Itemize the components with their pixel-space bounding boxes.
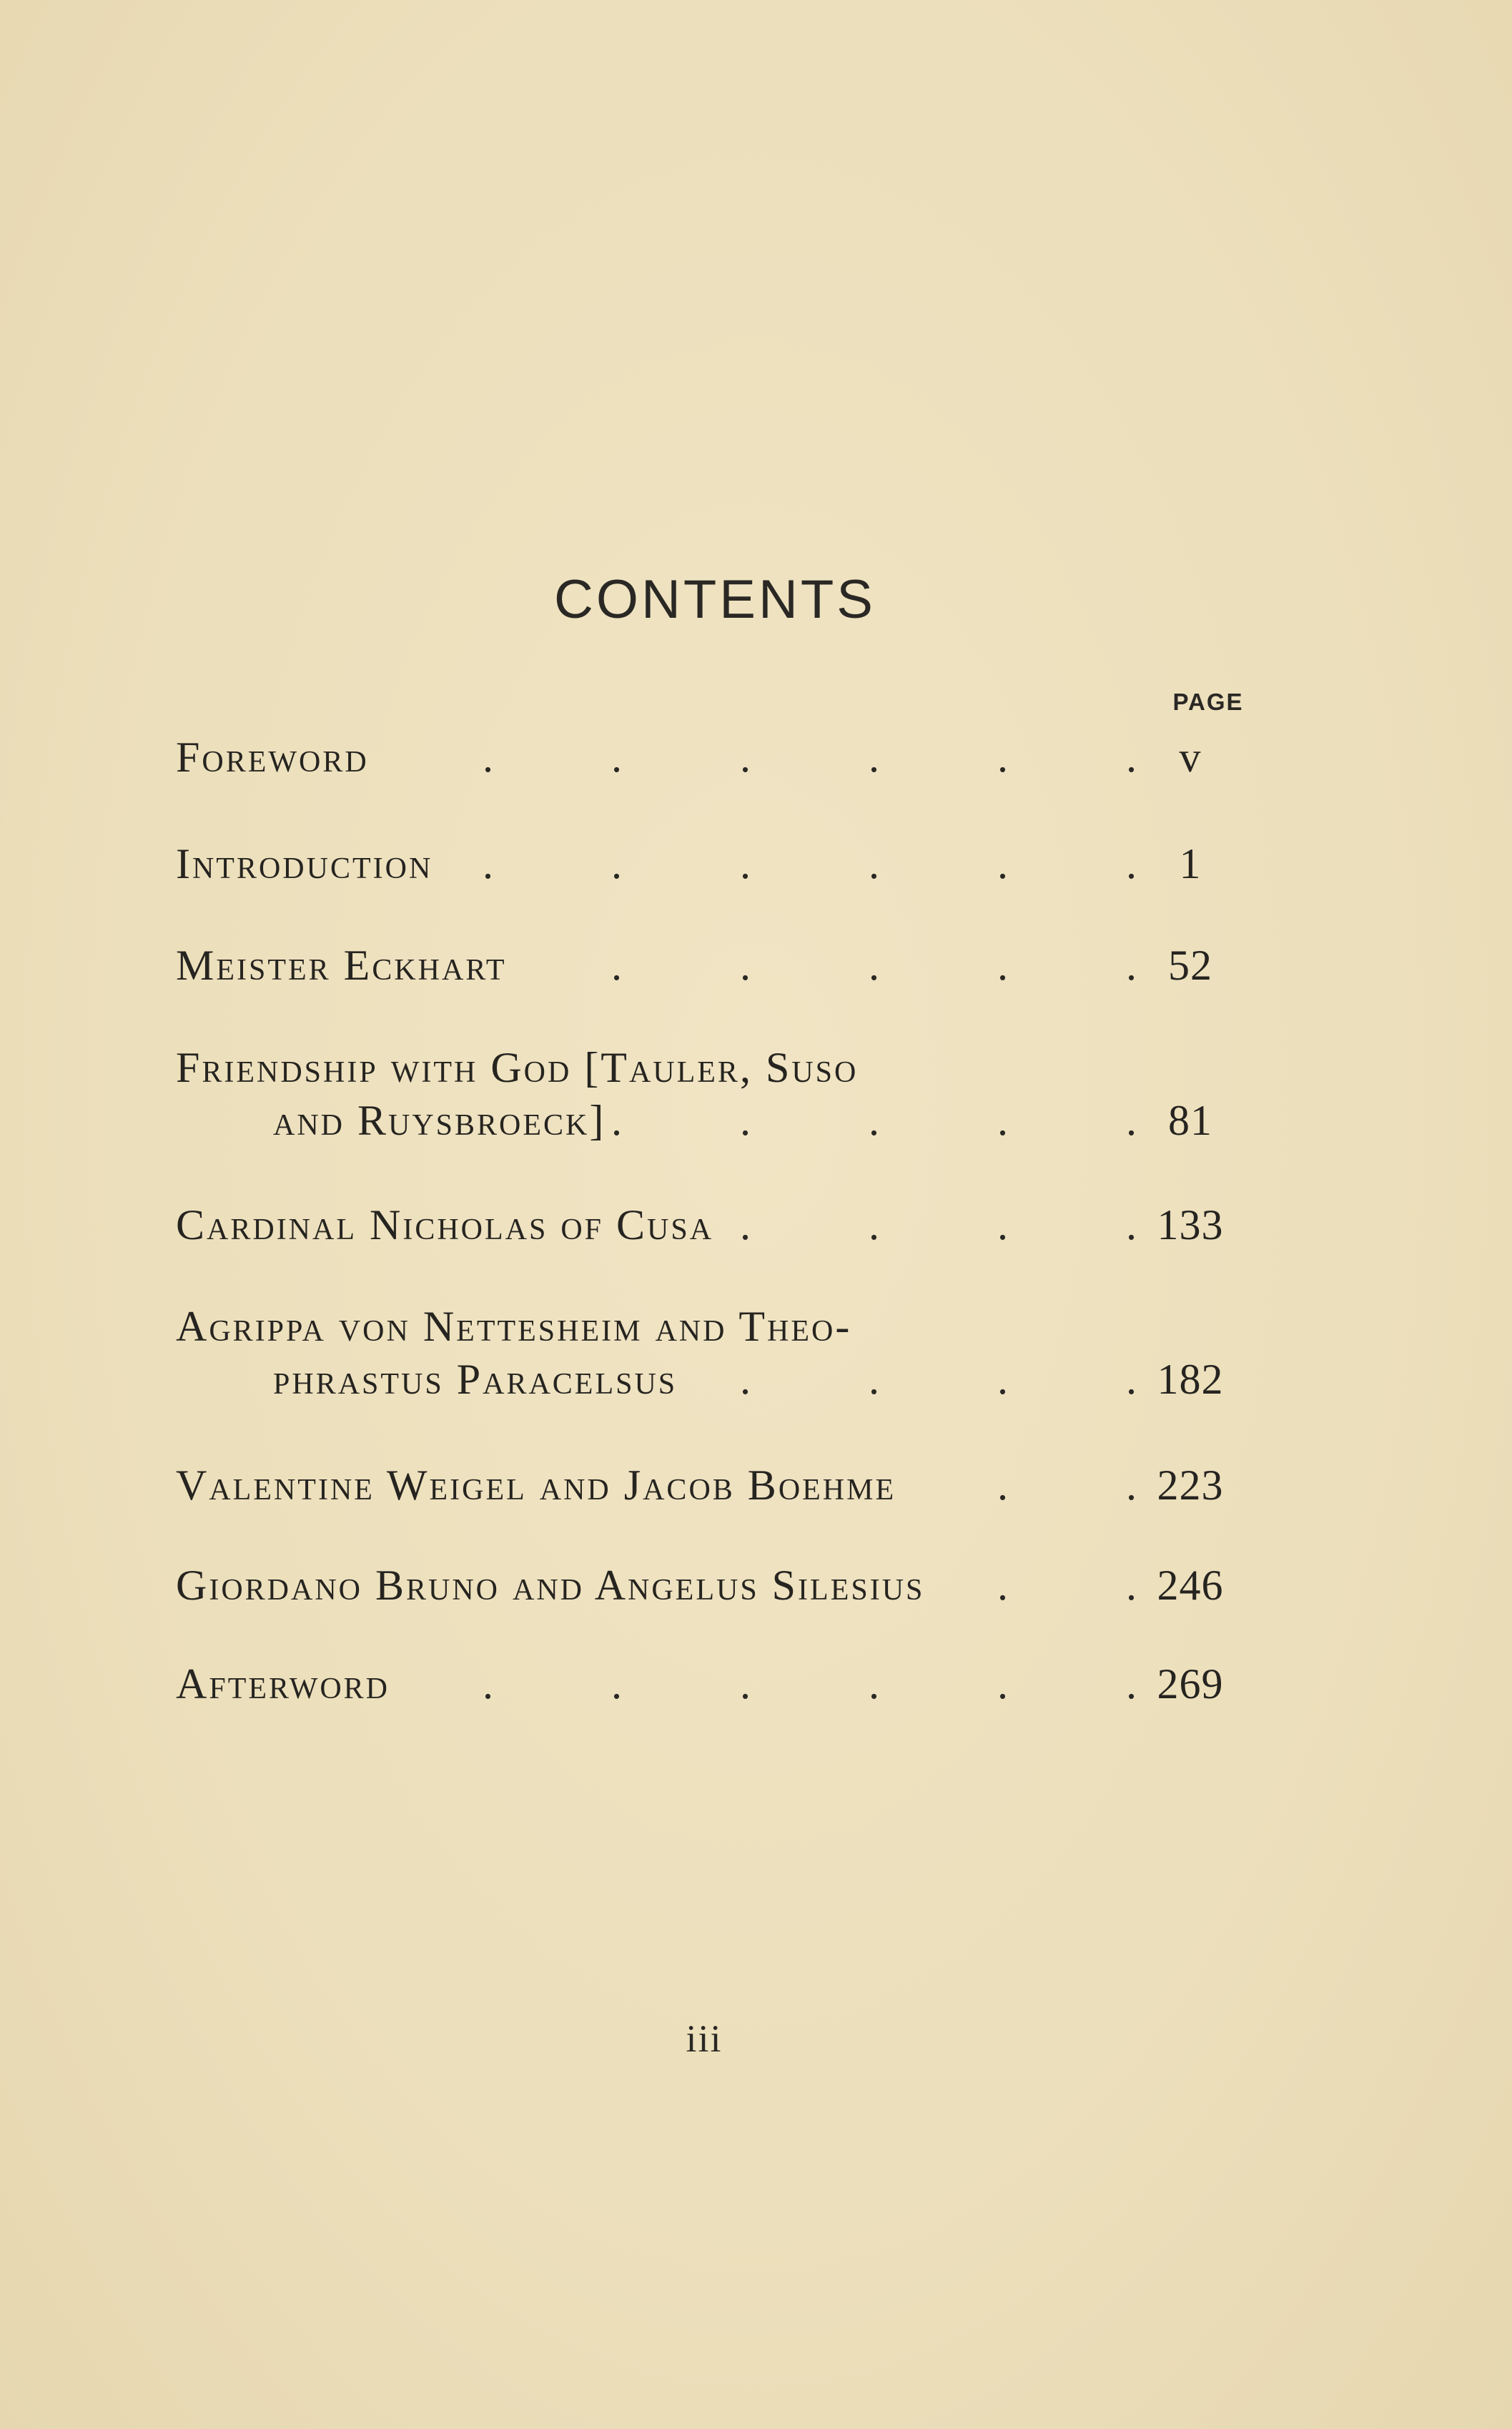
toc-entry-title: Agrippa von Nettesheim and Theo- xyxy=(176,1303,852,1350)
toc-entry-nicholas-of-cusa[interactable] xyxy=(176,1198,1244,1251)
toc-entry-page: 246 xyxy=(1157,1562,1224,1609)
toc-entry-page: 269 xyxy=(1157,1660,1224,1708)
toc-entry-title-continued: and Ruysbroeck] xyxy=(273,1097,606,1144)
toc-entry-page: 52 xyxy=(1168,942,1212,989)
toc-entry-weigel-boehme[interactable] xyxy=(176,1459,1244,1512)
toc-entry-title-continued: phrastus Paracelsus xyxy=(273,1356,678,1403)
toc-entry-afterword[interactable] xyxy=(176,1657,1244,1710)
leader-dots xyxy=(433,837,1137,890)
leader-dots xyxy=(924,1559,1137,1612)
toc-entry-page: 1 xyxy=(1179,840,1202,887)
leader-dots xyxy=(506,939,1137,992)
toc-entry-title: Meister Eckhart xyxy=(176,942,507,989)
toc-entry-introduction[interactable] xyxy=(176,837,1244,890)
page-folio: iii xyxy=(686,2017,723,2060)
toc-entry-title: Foreword xyxy=(176,734,369,781)
toc-entry-title: Valentine Weigel and Jacob Boehme xyxy=(176,1462,896,1509)
page-column-header: PAGE xyxy=(1172,689,1244,715)
toc-entry-page: 81 xyxy=(1168,1097,1212,1144)
toc-entry-foreword[interactable] xyxy=(176,731,1244,784)
toc-entry-title: Introduction xyxy=(176,840,433,887)
leader-dots xyxy=(390,1657,1137,1710)
leader-dots xyxy=(677,1353,1137,1406)
leader-dots xyxy=(896,1459,1137,1512)
toc-entry-title: Afterword xyxy=(176,1660,390,1708)
leader-dots xyxy=(606,1094,1137,1147)
toc-entry-page: 223 xyxy=(1157,1462,1224,1509)
toc-entry-agrippa-paracelsus[interactable] xyxy=(176,1300,1244,1406)
toc-entry-bruno-silesius[interactable] xyxy=(176,1559,1244,1612)
leader-dots xyxy=(369,731,1137,784)
toc-entry-title: Giordano Bruno and Angelus Silesius xyxy=(176,1562,925,1609)
page-title: CONTENTS xyxy=(554,569,876,630)
toc-entry-page: v xyxy=(1179,734,1202,781)
toc-entry-title: Cardinal Nicholas of Cusa xyxy=(176,1201,714,1248)
toc-entry-friendship-with-god[interactable] xyxy=(176,1041,1244,1147)
leader-dots xyxy=(713,1198,1137,1251)
toc-entry-meister-eckhart[interactable] xyxy=(176,939,1244,992)
toc-entry-page: 182 xyxy=(1157,1356,1224,1403)
toc-entry-title: Friendship with God [Tauler, Suso xyxy=(176,1044,859,1091)
toc-entry-page: 133 xyxy=(1157,1201,1224,1248)
